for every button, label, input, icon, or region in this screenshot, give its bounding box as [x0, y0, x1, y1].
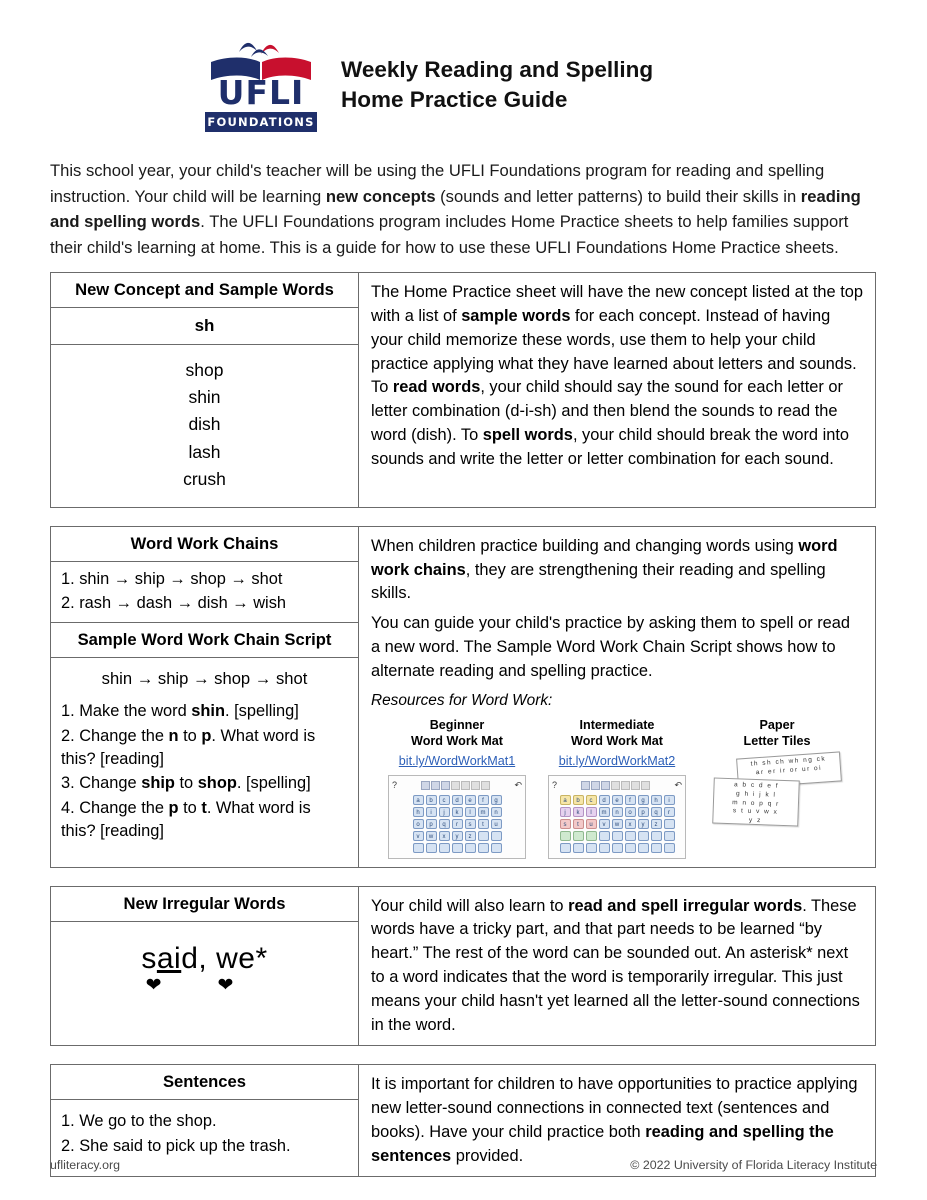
- tricky-part-underline: ai: [156, 941, 182, 975]
- list-item: lash: [188, 441, 221, 462]
- resource-title-line1: Intermediate: [579, 717, 655, 732]
- word-work-panel: [51, 527, 359, 867]
- list-item: 1. We go to the shop.: [61, 1112, 217, 1131]
- sample-word-list: [51, 345, 358, 507]
- new-concept-panel: [51, 273, 359, 507]
- list-item: shin: [188, 387, 221, 408]
- resource-link-wordworkmat1[interactable]: bit.ly/WordWorkMat1: [398, 754, 516, 769]
- irregular-words-description: Your child will also learn to read and spell irregular words. These words have a tricky part, and that part needs to be learned “by heart.” The rest of the word can be sounded out. An asterisk* next to a word indicates that the word is temporarily irregular. This just means your child hasn't yet learned all the letter-sound connections in the word.: [371, 896, 860, 1034]
- word-work-paragraph-2: You can guide your child's practice by asking them to spell or read a new word. The Sample Word Work Chain Script shows how to alternate reading and spelling practice.: [371, 614, 851, 680]
- question-mark-icon: ?: [392, 779, 398, 790]
- undo-icon: ↶: [514, 779, 522, 790]
- resource-paper-letter-tiles: [697, 718, 857, 835]
- heart-markers: ❤❤: [145, 974, 290, 996]
- word-work-chains: [51, 562, 358, 624]
- birds-icon: [235, 38, 287, 58]
- list-item: 2. She said to pick up the trash.: [61, 1136, 291, 1155]
- tile-sheet-digraphs: th sh ch wh ng ck ar er ir or ur oi: [736, 752, 842, 789]
- undo-icon: ↶: [674, 779, 682, 790]
- list-item: 4. Change the p to t. What word is this? [reading]: [61, 798, 311, 840]
- resource-beginner-mat: [377, 718, 537, 859]
- mat-letter-grid: a b c d e f g h i j k l m n o p q r s t u v w x y z: [552, 795, 682, 853]
- intermediate-word-work-mat-image: [548, 775, 686, 859]
- beginner-word-work-mat-image: [388, 775, 526, 859]
- logo-wordmark: UFLI: [217, 73, 305, 112]
- irregular-word-text: said, we*: [141, 941, 268, 975]
- mat-toolbar: [392, 779, 522, 792]
- list-item: 2. rash → dash → dish → wish: [61, 593, 287, 612]
- resources-label: Resources for Word Work:: [371, 691, 553, 709]
- question-mark-icon: ?: [552, 779, 558, 790]
- resource-link-wordworkmat2[interactable]: bit.ly/WordWorkMat2: [558, 754, 676, 769]
- sentences-description: It is important for children to have opportunities to practice applying new letter-sound connections in connected text (sentences and books). Have your child practice both reading and spelling the sentences provided.: [371, 1075, 858, 1165]
- word-work-description: [359, 527, 875, 867]
- mat-letter-grid: a b c d e f g h i j k l m n o p q r s t u v w x y z: [392, 795, 522, 853]
- tile-sheet-alphabet: a b c d e f g h i j k l m n o p q r s t u v w x y z: [712, 778, 800, 827]
- mat-letter-strip: [581, 781, 650, 790]
- mat-letter-strip: [421, 781, 490, 790]
- list-item: 2. Change the n to p. What word is this? [reading]: [61, 726, 316, 768]
- new-concept-heading: New Concept and Sample Words: [51, 273, 358, 308]
- page-title-line1: Weekly Reading and Spelling: [341, 57, 654, 83]
- section-irregular-words: [50, 886, 876, 1047]
- list-item: crush: [183, 468, 226, 489]
- word-work-heading: Word Work Chains: [51, 527, 358, 562]
- word-work-paragraph-1: When children practice building and changing words using word work chains, they are strengthening their reading and spelling skills.: [371, 536, 838, 603]
- section-new-concept: [50, 272, 876, 508]
- resource-title-line2: Word Work Mat: [571, 733, 663, 748]
- chain-script-steps: [51, 698, 358, 854]
- list-item: 3. Change ship to shop. [spelling]: [61, 774, 311, 793]
- page-title: [341, 55, 653, 114]
- chain-script-heading: Sample Word Work Chain Script: [51, 623, 358, 658]
- mat-toolbar: [552, 779, 682, 792]
- resources-row: [371, 716, 863, 859]
- new-concept-description: The Home Practice sheet will have the new concept listed at the top with a list of sample words for each concept. Instead of having your child memorize these words, use them to help your child practice applying what they have learned about letters and sounds. To read words, your child should say the sound for each letter or letter combination (d-i-sh) and then blend the sounds to read the word (dish). To spell words, your child should break the word into sounds and write the letter or letter combination for each sound.: [371, 283, 863, 468]
- intro-paragraph: This school year, your child's teacher will be using the UFLI Foundations program for reading and spelling instruction. Your child will be learning new concepts (sounds and letter patterns) to build their skills in reading and spelling words. The UFLI Foundations program includes Home Practice sheets to help families support their child's learning at home. This is a guide for how to use these UFLI Foundations Home Practice sheets.: [50, 161, 861, 257]
- list-item: dish: [188, 414, 221, 435]
- ufli-logo: [205, 36, 317, 134]
- logo-subtitle: FOUNDATIONS: [205, 112, 317, 132]
- chain-script-demo: shin → ship → shop → shot: [101, 669, 308, 689]
- resource-title-line1: Beginner: [429, 717, 485, 732]
- document-header: [205, 0, 927, 144]
- footer-copyright: © 2022 University of Florida Literacy Institute: [630, 1158, 877, 1172]
- list-item: 1. shin → ship → shop → shot: [61, 569, 283, 588]
- paper-letter-tiles-image: [707, 755, 847, 835]
- concept-value: sh: [51, 308, 358, 345]
- irregular-words-heading: New Irregular Words: [51, 887, 358, 922]
- resource-title-line1: Paper: [759, 717, 795, 732]
- list-item: shop: [185, 360, 224, 381]
- resource-title-line2: Letter Tiles: [743, 733, 811, 748]
- sentences-heading: Sentences: [51, 1065, 358, 1100]
- irregular-words-panel: [51, 887, 359, 1046]
- resource-title-line2: Word Work Mat: [411, 733, 503, 748]
- page-title-line2: Home Practice Guide: [341, 87, 568, 112]
- resource-intermediate-mat: [537, 718, 697, 859]
- footer-website: ufliteracy.org: [50, 1158, 121, 1172]
- section-word-work: [50, 526, 876, 868]
- irregular-words-display: [51, 922, 358, 1005]
- document-footer: [0, 1158, 927, 1172]
- list-item: 1. Make the word shin. [spelling]: [61, 702, 299, 721]
